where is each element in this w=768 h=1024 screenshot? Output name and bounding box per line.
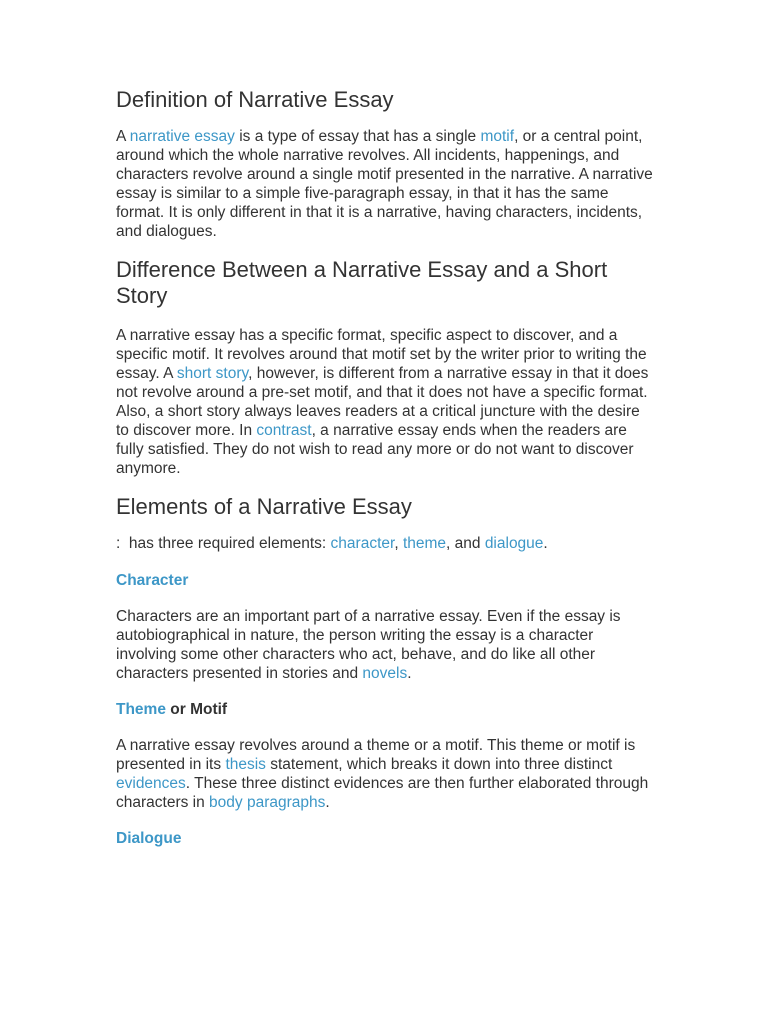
heading-elements: Elements of a Narrative Essay [116,494,412,519]
subheading-character [116,571,656,590]
text-segment: : has three required elements: [116,535,331,552]
text-segment: A narrative essay has a specific format, specific aspect to discover, and a specific motif. It revolves around that motif set by the writer prior to writing the essay. A [116,327,647,382]
text-segment: , however, is different from a narrative essay in that it does not revolve around a pre-set motif, and that it does not have a specific format. Also, a short story always leaves readers at a critical juncture with the desire to discover more. In [116,365,649,439]
text-segment: , and [446,535,485,552]
subheading-theme-rest: or Motif [165,701,228,718]
subheading-dialogue [116,829,656,848]
link-contrast[interactable]: contrast [256,422,312,439]
link-dialogue[interactable]: dialogue [484,535,544,552]
text-segment: , a narrative essay ends when the readers are fully satisfied. They do not wish to read any more or do not want to discover anymore. [116,422,634,477]
link-novels[interactable]: novels [362,665,408,682]
link-motif[interactable]: motif [480,128,515,145]
link-dialogue-heading[interactable]: Dialogue [116,830,182,847]
heading-definition: Definition of Narrative Essay [116,87,394,112]
link-narrative-essay[interactable]: narrative essay [129,128,235,145]
link-thesis[interactable]: thesis [225,756,266,773]
link-evidences[interactable]: evidences [116,775,186,792]
text-segment: , or a central point, around which the whole narrative revolves. All incidents, happenings, and characters revolve around a single motif presented in the narrative. A narrative essay is similar to a simple five-paragraph essay, in that it has the same format. It is only different in that it is a narrative, having characters, incidents, and dialogues. [116,128,653,240]
paragraph-difference [116,326,656,478]
link-short-story[interactable]: short story [176,365,249,382]
text-segment: , [394,535,403,552]
text-segment: . [325,794,330,811]
link-character[interactable]: character [330,535,395,552]
heading-difference: Difference Between a Narrative Essay and a Short Story [116,257,608,308]
document-page [116,84,656,848]
text-segment: A narrative essay revolves around a theme or a motif. This theme or motif is presented in its [116,737,636,773]
subheading-theme [116,700,656,719]
text-segment: is a type of essay that has a single [234,128,481,145]
paragraph-theme [116,736,656,812]
paragraph-character [116,607,656,683]
paragraph-elements [116,534,656,553]
link-theme-heading[interactable]: Theme [116,701,166,718]
link-character-heading[interactable]: Character [116,572,189,589]
text-segment: . [407,665,412,682]
link-theme[interactable]: theme [402,535,447,552]
text-segment: A [116,128,130,145]
link-body-paragraphs[interactable]: body paragraphs [209,794,326,811]
text-segment: . These three distinct evidences are then further elaborated through characters in [116,775,649,811]
text-segment: Characters are an important part of a narrative essay. Even if the essay is autobiographical in nature, the person writing the essay is a character involving some other characters who act, behave, and do like all other characters presented in stories and [116,608,621,682]
text-segment: statement, which breaks it down into three distinct [265,756,613,773]
text-segment: . [543,535,548,552]
paragraph-definition [116,127,656,241]
